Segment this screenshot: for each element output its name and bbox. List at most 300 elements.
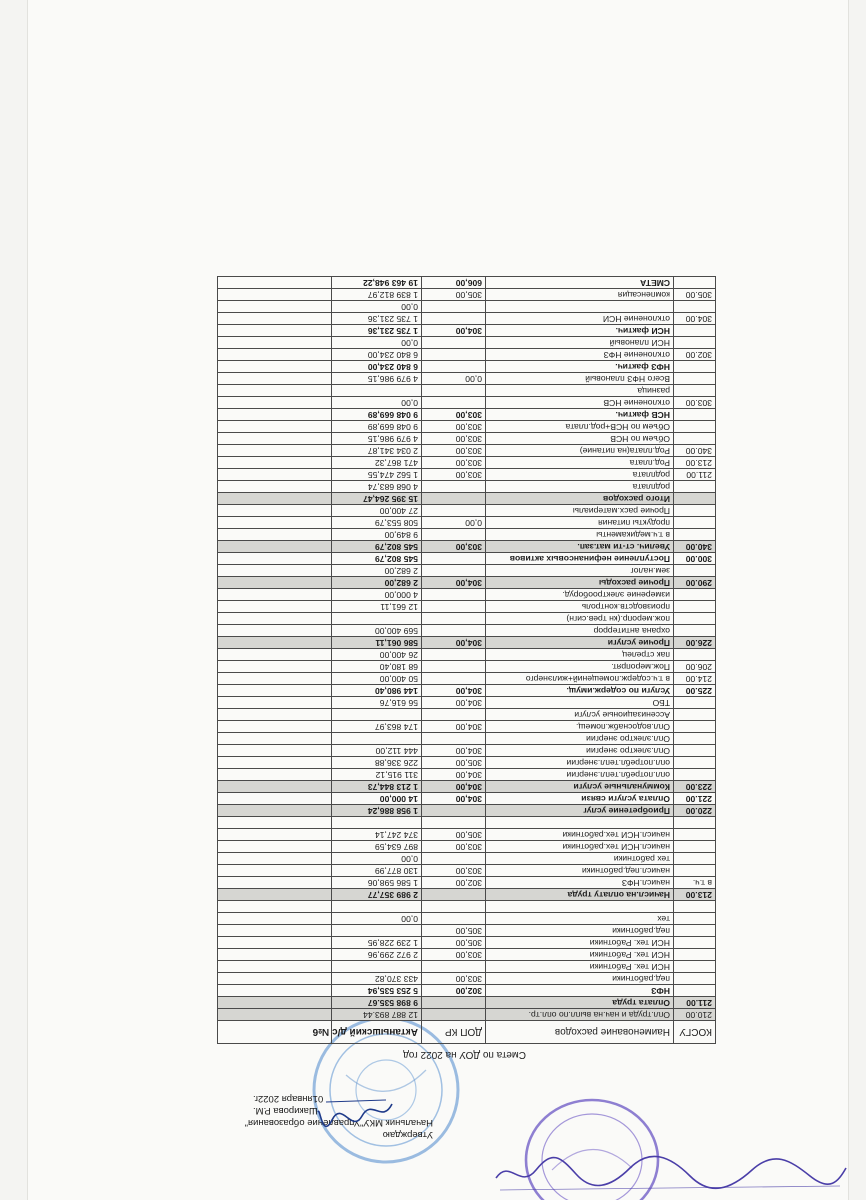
table-row <box>218 817 716 829</box>
name-cell: компенсация <box>486 289 674 301</box>
kosgu-cell: 223.00 <box>674 781 716 793</box>
name-cell: Опл.электро энергии <box>486 733 674 745</box>
dop-kr-cell <box>422 961 486 973</box>
extra-cell <box>218 937 332 949</box>
dop-kr-cell: 303,00 <box>422 409 486 421</box>
amount-cell: 508 553,79 <box>332 517 422 529</box>
dop-kr-cell <box>422 709 486 721</box>
estimate-table-container <box>218 276 716 1044</box>
table-row <box>218 481 716 493</box>
amount-cell: 4 979 986,15 <box>332 373 422 385</box>
kosgu-cell: 302.00 <box>674 349 716 361</box>
dop-kr-cell <box>422 481 486 493</box>
amount-cell: 9 898 535.67 <box>332 997 422 1009</box>
name-cell: Прочие расх.материалы <box>486 505 674 517</box>
kosgu-cell: 214.00 <box>674 673 716 685</box>
amount-cell: 545 802,79 <box>332 541 422 553</box>
amount-cell: 12 887 893.44 <box>332 1009 422 1021</box>
amount-cell: 6 840 234,00 <box>332 361 422 373</box>
table-row <box>218 553 716 565</box>
amount-cell: 586 061,11 <box>332 637 422 649</box>
kosgu-cell <box>674 589 716 601</box>
amount-cell: 15 395 264,47 <box>332 493 422 505</box>
amount-cell: 2 034 341,87 <box>332 445 422 457</box>
name-cell: Оплата услуги связи <box>486 793 674 805</box>
amount-cell: 1 586 598,06 <box>332 877 422 889</box>
amount-cell: 545 802,79 <box>332 553 422 565</box>
name-cell: НСИ тех. Работники <box>486 937 674 949</box>
extra-cell <box>218 973 332 985</box>
extra-cell <box>218 337 332 349</box>
extra-cell <box>218 601 332 613</box>
dop-kr-cell: 304,00 <box>422 781 486 793</box>
amount-cell: 174 863,97 <box>332 721 422 733</box>
table-row <box>218 529 716 541</box>
name-cell: отклонение НСВ <box>486 397 674 409</box>
kosgu-cell <box>674 937 716 949</box>
dop-kr-cell <box>422 1009 486 1021</box>
table-row <box>218 865 716 877</box>
kosgu-cell: 220.00 <box>674 805 716 817</box>
dop-kr-cell <box>422 589 486 601</box>
table-row <box>218 697 716 709</box>
kosgu-cell <box>674 733 716 745</box>
table-row <box>218 517 716 529</box>
name-cell: СМЕТА <box>486 277 674 289</box>
amount-cell: 4 000,00 <box>332 589 422 601</box>
amount-cell: 433 370,82 <box>332 973 422 985</box>
name-cell: начисл.НСИ тех.работники <box>486 841 674 853</box>
table-row <box>218 973 716 985</box>
dop-kr-cell <box>422 817 486 829</box>
dop-kr-cell <box>422 505 486 517</box>
table-row <box>218 649 716 661</box>
dop-kr-cell: 303,00 <box>422 865 486 877</box>
amount-cell: 0,00 <box>332 301 422 313</box>
kosgu-cell: 206.00 <box>674 661 716 673</box>
amount-cell: 144 980,40 <box>332 685 422 697</box>
extra-cell <box>218 301 332 313</box>
name-cell: тех <box>486 913 674 925</box>
dop-kr-cell: 304,00 <box>422 637 486 649</box>
kosgu-cell <box>674 373 716 385</box>
extra-cell <box>218 625 332 637</box>
kosgu-cell <box>674 757 716 769</box>
table-row <box>218 685 716 697</box>
name-cell: Оплата труда <box>486 997 674 1009</box>
name-cell: Объем по НСВ+род.плата <box>486 421 674 433</box>
table-body <box>218 277 716 1021</box>
amount-cell: 56 616,76 <box>332 697 422 709</box>
table-row <box>218 829 716 841</box>
name-cell: отклонение НСИ <box>486 313 674 325</box>
kosgu-cell <box>674 649 716 661</box>
extra-cell <box>218 733 332 745</box>
name-cell: разница <box>486 385 674 397</box>
extra-cell <box>218 529 332 541</box>
name-cell: пед.работники <box>486 925 674 937</box>
extra-cell <box>218 673 332 685</box>
name-cell: пож.меропр.(кн трев.сигн) <box>486 613 674 625</box>
name-cell: НСИ плановый <box>486 337 674 349</box>
kosgu-cell: 226.00 <box>674 637 716 649</box>
dop-kr-cell: 303,00 <box>422 433 486 445</box>
table-row <box>218 589 716 601</box>
kosgu-cell <box>674 433 716 445</box>
extra-cell <box>218 985 332 997</box>
dop-kr-cell <box>422 889 486 901</box>
kosgu-cell: 210.00 <box>674 1009 716 1021</box>
table-row <box>218 985 716 997</box>
amount-cell: 4 068 683,74 <box>332 481 422 493</box>
table-row <box>218 469 716 481</box>
table-row <box>218 301 716 313</box>
name-cell: НФЗ <box>486 985 674 997</box>
extra-cell <box>218 433 332 445</box>
extra-cell <box>218 445 332 457</box>
kosgu-cell: 340.00 <box>674 541 716 553</box>
kosgu-cell <box>674 517 716 529</box>
table-row <box>218 733 716 745</box>
name-cell: начисл.НФЗ <box>486 877 674 889</box>
kosgu-cell <box>674 361 716 373</box>
dop-kr-cell: 303,00 <box>422 421 486 433</box>
amount-cell: 9 048 669,89 <box>332 421 422 433</box>
name-cell: Род.плата <box>486 457 674 469</box>
extra-cell <box>218 829 332 841</box>
amount-cell: 444 112,00 <box>332 745 422 757</box>
name-cell: НСИ тех. Работники <box>486 949 674 961</box>
extra-cell <box>218 409 332 421</box>
extra-cell <box>218 505 332 517</box>
amount-cell: 0,00 <box>332 337 422 349</box>
extra-cell <box>218 769 332 781</box>
kosgu-cell: 211.00 <box>674 469 716 481</box>
dop-kr-cell: 305,00 <box>422 757 486 769</box>
table-row <box>218 793 716 805</box>
dop-kr-cell: 0,00 <box>422 373 486 385</box>
dop-kr-cell <box>422 565 486 577</box>
amount-cell: 311 915,12 <box>332 769 422 781</box>
table-row <box>218 901 716 913</box>
amount-cell: 569 400,00 <box>332 625 422 637</box>
name-cell: Начисл.на оплату труда <box>486 889 674 901</box>
table-row <box>218 877 716 889</box>
extra-cell <box>218 685 332 697</box>
table-row <box>218 925 716 937</box>
amount-cell: 0,00 <box>332 853 422 865</box>
dop-kr-cell: 303,00 <box>422 973 486 985</box>
dop-kr-cell: 302,00 <box>422 877 486 889</box>
name-cell: в т.ч.содерж.помещений+жилэнерго <box>486 673 674 685</box>
name-cell: пед.работники <box>486 973 674 985</box>
dop-kr-cell: 305,00 <box>422 937 486 949</box>
extra-cell <box>218 805 332 817</box>
name-cell: Опл.водоснабж.помещ. <box>486 721 674 733</box>
amount-cell: 226 336,88 <box>332 757 422 769</box>
amount-cell <box>332 925 422 937</box>
kosgu-cell: 303.00 <box>674 397 716 409</box>
dop-kr-cell: 304,00 <box>422 697 486 709</box>
dop-kr-cell: 303,00 <box>422 541 486 553</box>
name-cell <box>486 817 674 829</box>
name-cell: родплата <box>486 481 674 493</box>
amount-cell <box>332 733 422 745</box>
dop-kr-cell <box>422 529 486 541</box>
dop-kr-cell <box>422 673 486 685</box>
name-cell: в т.ч.медикаменты <box>486 529 674 541</box>
approval-line-4: 01января 2022г. <box>253 1093 324 1104</box>
table-row <box>218 997 716 1009</box>
extra-cell <box>218 589 332 601</box>
name-cell: ТБО <box>486 697 674 709</box>
table-row <box>218 625 716 637</box>
table-row <box>218 961 716 973</box>
extra-cell <box>218 565 332 577</box>
table-row <box>218 337 716 349</box>
amount-cell: 2 972 299,96 <box>332 949 422 961</box>
kosgu-cell: 340.00 <box>674 445 716 457</box>
kosgu-cell <box>674 565 716 577</box>
extra-cell <box>218 577 332 589</box>
name-cell: продукты питания <box>486 517 674 529</box>
dop-kr-cell <box>422 661 486 673</box>
kosgu-cell <box>674 817 716 829</box>
extra-cell <box>218 313 332 325</box>
kosgu-cell <box>674 325 716 337</box>
dop-kr-cell: 302,00 <box>422 985 486 997</box>
table-row <box>218 949 716 961</box>
table-row <box>218 397 716 409</box>
name-cell: Приобретение услуг <box>486 805 674 817</box>
table-row <box>218 577 716 589</box>
dop-kr-cell: 303,00 <box>422 841 486 853</box>
dop-kr-cell: 304,00 <box>422 721 486 733</box>
extra-cell <box>218 289 332 301</box>
amount-cell: 2 682,00 <box>332 565 422 577</box>
amount-cell: 19 463 948,22 <box>332 277 422 289</box>
kosgu-cell <box>674 925 716 937</box>
extra-cell <box>218 781 332 793</box>
extra-cell <box>218 913 332 925</box>
kosgu-cell: 304.00 <box>674 313 716 325</box>
kosgu-cell <box>674 709 716 721</box>
table-row <box>218 541 716 553</box>
kosgu-cell <box>674 301 716 313</box>
dop-kr-cell <box>422 493 486 505</box>
amount-cell: 2 682,00 <box>332 577 422 589</box>
extra-cell <box>218 949 332 961</box>
dop-kr-cell <box>422 349 486 361</box>
table-row <box>218 661 716 673</box>
kosgu-cell <box>674 949 716 961</box>
dop-kr-cell <box>422 625 486 637</box>
table-row <box>218 445 716 457</box>
amount-cell: 1 839 812,97 <box>332 289 422 301</box>
amount-cell: 26 400,00 <box>332 649 422 661</box>
extra-cell <box>218 889 332 901</box>
amount-cell: 4 979 986,15 <box>332 433 422 445</box>
name-cell: Всего НФЗ плановый <box>486 373 674 385</box>
kosgu-cell <box>674 493 716 505</box>
name-cell: начисл.НСИ тех.работники <box>486 829 674 841</box>
kosgu-cell <box>674 421 716 433</box>
table-row <box>218 601 716 613</box>
kosgu-cell <box>674 961 716 973</box>
extra-cell <box>218 325 332 337</box>
name-cell: Опл.труда и нач.на выпл.по опл.тр. <box>486 1009 674 1021</box>
extra-cell <box>218 385 332 397</box>
name-cell: Опл.электро энергии <box>486 745 674 757</box>
dop-kr-cell: 305,00 <box>422 829 486 841</box>
amount-cell: 6 840 234,00 <box>332 349 422 361</box>
table-row <box>218 373 716 385</box>
name-cell: измерение электрооборуд. <box>486 589 674 601</box>
dop-kr-cell <box>422 805 486 817</box>
name-cell: опл.потребл.тепл.энергии <box>486 757 674 769</box>
kosgu-cell <box>674 973 716 985</box>
kosgu-cell <box>674 277 716 289</box>
kosgu-cell <box>674 385 716 397</box>
approval-line-2: Начальник МКУ"Управление образования" <box>244 1117 433 1128</box>
table-row <box>218 277 716 289</box>
table-row <box>218 769 716 781</box>
dop-kr-cell <box>422 601 486 613</box>
extra-cell <box>218 817 332 829</box>
dop-kr-cell <box>422 649 486 661</box>
dop-kr-cell: 303,00 <box>422 445 486 457</box>
amount-cell: 12 661,11 <box>332 601 422 613</box>
amount-cell: 27 400,00 <box>332 505 422 517</box>
dop-kr-cell <box>422 853 486 865</box>
name-cell: пак стрелец <box>486 649 674 661</box>
extra-cell <box>218 517 332 529</box>
kosgu-cell <box>674 865 716 877</box>
dop-kr-cell: 304,00 <box>422 577 486 589</box>
amount-cell: 9 048 669,89 <box>332 409 422 421</box>
name-cell: Увелич. ст-ти мат.зап. <box>486 541 674 553</box>
dop-kr-cell <box>422 397 486 409</box>
kosgu-cell <box>674 601 716 613</box>
extra-cell <box>218 469 332 481</box>
extra-cell <box>218 481 332 493</box>
extra-cell <box>218 553 332 565</box>
dop-kr-cell: 0,00 <box>422 517 486 529</box>
extra-cell <box>218 277 332 289</box>
dop-kr-cell <box>422 553 486 565</box>
extra-cell <box>218 721 332 733</box>
dop-kr-cell <box>422 385 486 397</box>
dop-kr-cell <box>422 313 486 325</box>
name-cell: охрана антитеррор <box>486 625 674 637</box>
dop-kr-cell: 305,00 <box>422 289 486 301</box>
kosgu-cell <box>674 745 716 757</box>
table-row <box>218 841 716 853</box>
amount-cell: 2 989 357,77 <box>332 889 422 901</box>
kosgu-cell: 290.00 <box>674 577 716 589</box>
extra-cell <box>218 613 332 625</box>
name-cell: Ассенизационые услуги <box>486 709 674 721</box>
table-row <box>218 505 716 517</box>
extra-cell <box>218 349 332 361</box>
extra-cell <box>218 865 332 877</box>
extra-cell <box>218 709 332 721</box>
dop-kr-cell: 304,00 <box>422 793 486 805</box>
table-row <box>218 853 716 865</box>
handwritten-signature <box>316 1094 396 1128</box>
table-row <box>218 913 716 925</box>
extra-cell <box>218 361 332 373</box>
amount-cell: 471 867,32 <box>332 457 422 469</box>
name-cell: отклонение НФЗ <box>486 349 674 361</box>
name-cell: начисл.пед.работники <box>486 865 674 877</box>
kosgu-cell: 221.00 <box>674 793 716 805</box>
document-title: Смета по ДОУ на 2022 год <box>403 1049 526 1060</box>
kosgu-cell <box>674 505 716 517</box>
dop-kr-cell: 303,00 <box>422 457 486 469</box>
dop-kr-cell: 304,00 <box>422 325 486 337</box>
amount-cell <box>332 901 422 913</box>
extra-cell <box>218 925 332 937</box>
table-row <box>218 1009 716 1021</box>
kosgu-cell <box>674 841 716 853</box>
header-name: Наименование расходов <box>486 1021 674 1044</box>
table-row <box>218 721 716 733</box>
kosgu-cell: в т.ч. <box>674 877 716 889</box>
table-row <box>218 385 716 397</box>
table-row <box>218 709 716 721</box>
amount-cell: 1 958 886,24 <box>332 805 422 817</box>
table-row <box>218 361 716 373</box>
extra-cell <box>218 901 332 913</box>
amount-cell: 0,00 <box>332 397 422 409</box>
name-cell: Поступление нефинансовых активов <box>486 553 674 565</box>
dop-kr-cell <box>422 613 486 625</box>
name-cell: Род.плата(на питание) <box>486 445 674 457</box>
name-cell <box>486 301 674 313</box>
name-cell: Итого расходов <box>486 493 674 505</box>
dop-kr-cell: 304,00 <box>422 685 486 697</box>
dop-kr-cell <box>422 337 486 349</box>
amount-cell <box>332 709 422 721</box>
amount-cell: 130 877,99 <box>332 865 422 877</box>
amount-cell: 1 735 231,36 <box>332 325 422 337</box>
dop-kr-cell <box>422 913 486 925</box>
bottom-handwritten-signature <box>490 1150 850 1198</box>
name-cell: Пож.меропрят. <box>486 661 674 673</box>
estimate-table <box>217 276 716 1044</box>
header-amount: Актанышский д/с №6 <box>332 1021 422 1044</box>
kosgu-cell: 300.00 <box>674 553 716 565</box>
amount-cell: 5 253 535,94 <box>332 985 422 997</box>
table-row <box>218 757 716 769</box>
table-row <box>218 673 716 685</box>
table-row <box>218 349 716 361</box>
amount-cell: 1 213 844,73 <box>332 781 422 793</box>
extra-cell <box>218 841 332 853</box>
name-cell: НФЗ фактич. <box>486 361 674 373</box>
table-row <box>218 457 716 469</box>
table-row <box>218 421 716 433</box>
kosgu-cell <box>674 697 716 709</box>
dop-kr-cell <box>422 361 486 373</box>
dop-kr-cell <box>422 733 486 745</box>
header-dop-kr: ДОП КР <box>422 1021 486 1044</box>
kosgu-cell: 225.00 <box>674 685 716 697</box>
amount-cell: 374 247,14 <box>332 829 422 841</box>
name-cell: опл.потребл.тепл.энергии <box>486 769 674 781</box>
name-cell: зем.налог <box>486 565 674 577</box>
